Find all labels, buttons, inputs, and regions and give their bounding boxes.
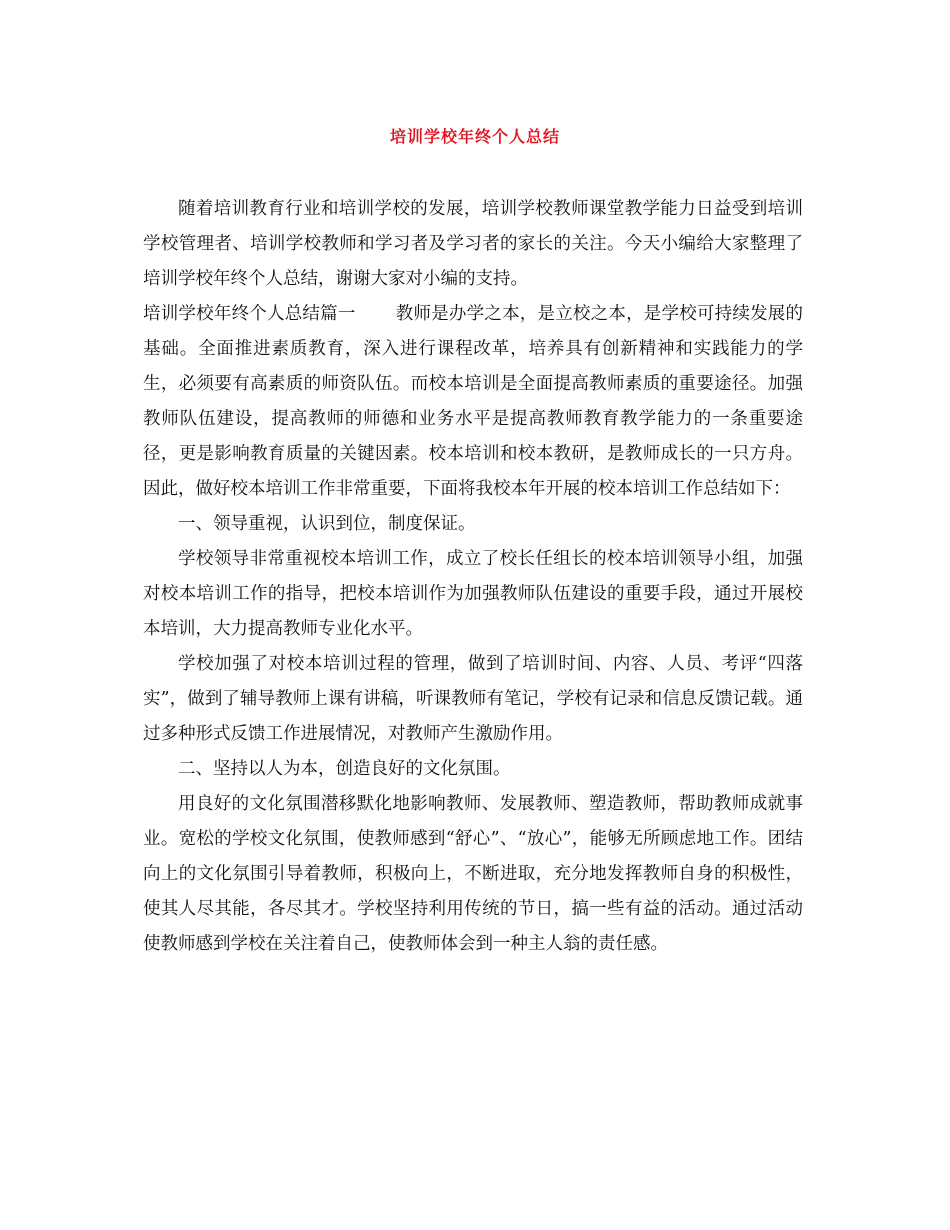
section-label: 培训学校年终个人总结篇一	[143, 304, 356, 324]
paragraph-one: 学校领导非常重视校本培训工作，成立了校长任组长的校本培训领导小组，加强对校本培训工作的指导，把校本培训作为加强教师队伍建设的重要手段，通过开展校本培训，大力提高教师专业化水平。	[143, 549, 803, 639]
document-title: 培训学校年终个人总结	[389, 127, 560, 146]
paragraph-two: 学校加强了对校本培训过程的管理，做到了培训时间、内容、人员、考评“四落实”，做到了辅导教师上课有讲稿，听课教师有笔记，学校有记录和信息反馈记载。通过多种形式反馈工作进展情况，对教师产生激励作用。	[143, 654, 803, 744]
heading-two: 二、坚持以人为本，创造良好的文化氛围。	[178, 759, 511, 779]
section-text: 教师是办学之本，是立校之本，是学校可持续发展的基础。全面推进素质教育，深入进行课程改革，培养具有创新精神和实践能力的学生，必须要有高素质的师资队伍。而校本培训是全面提高教师素质的重要途径。加强教师队伍建设，提高教师的师德和业务水平是提高教师教育教学能力的一条重要途径，更是影响教育质量的关键因素。校本培训和校本教研，是教师成长的一只方舟。因此，做好校本培训工作非常重要，下面将我校本年开展的校本培训工作总结如下：	[143, 304, 804, 499]
document-body	[143, 192, 803, 962]
heading-one: 一、领导重视，认识到位，制度保证。	[178, 514, 476, 534]
paragraph-three: 用良好的文化氛围潜移默化地影响教师、发展教师、塑造教师，帮助教师成就事业。宽松的学校文化氛围，使教师感到“舒心”、“放心”，能够无所顾虑地工作。团结向上的文化氛围引导着教师，积极向上，不断进取，充分地发挥教师自身的积极性，使其人尽其能，各尽其才。学校坚持利用传统的节日，搞一些有益的活动。通过活动使教师感到学校在关注着自己，使教师体会到一种主人翁的责任感。	[143, 794, 803, 954]
intro-paragraph: 随着培训教育行业和培训学校的发展，培训学校教师课堂教学能力日益受到培训学校管理者、培训学校教师和学习者及学习者的家长的关注。今天小编给大家整理了培训学校年终个人总结，谢谢大家对小编的支持。	[143, 199, 803, 289]
section-paragraph	[143, 297, 803, 507]
